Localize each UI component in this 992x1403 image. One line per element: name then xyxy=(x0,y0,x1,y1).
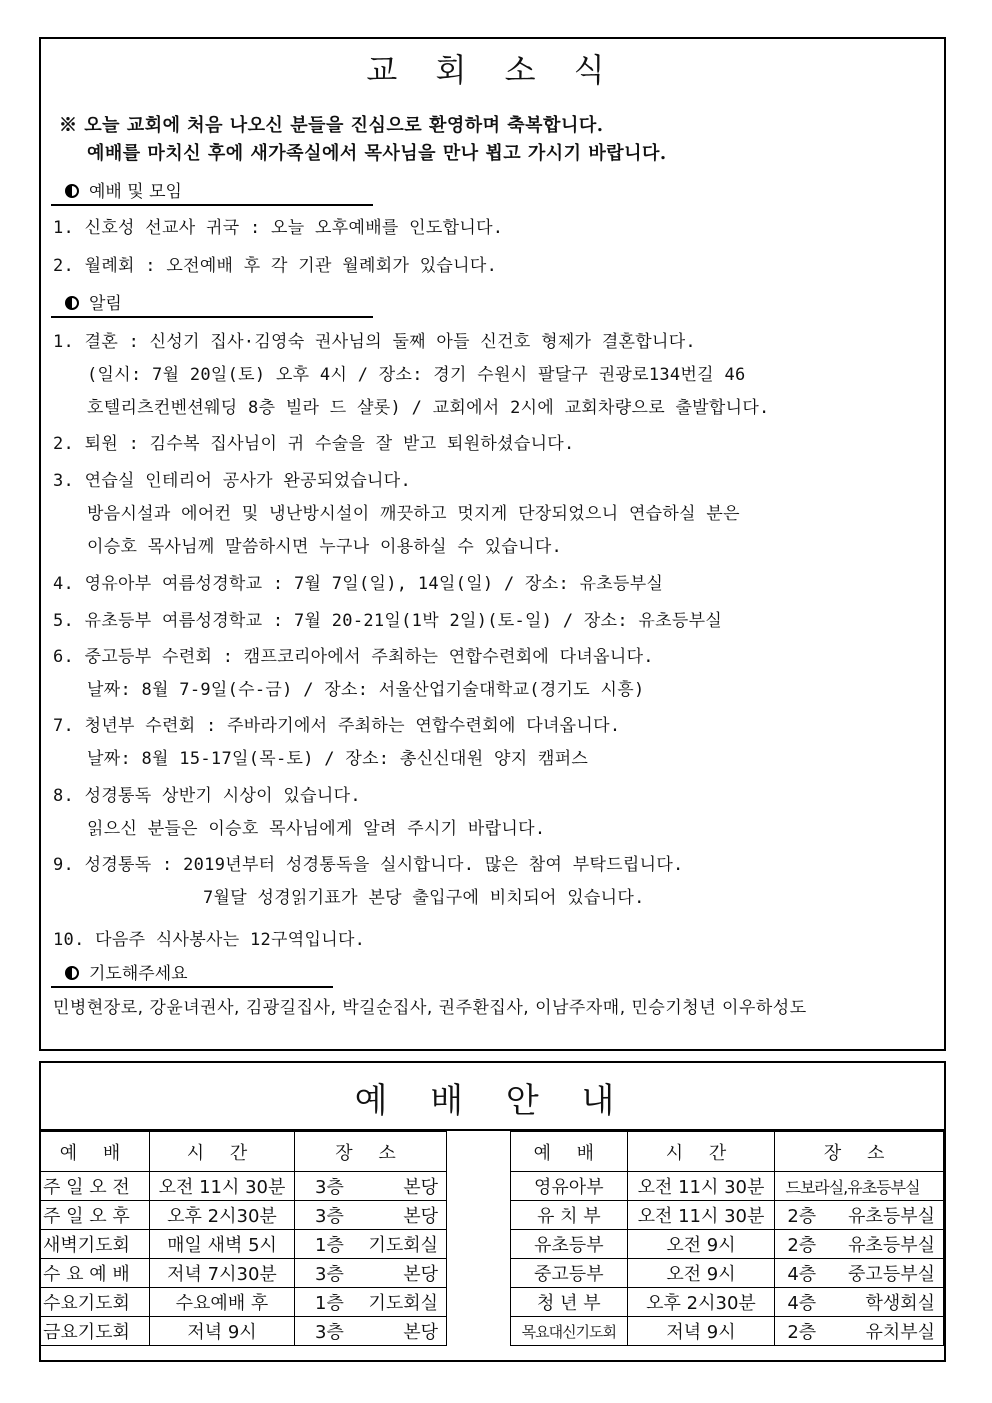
half-circle-icon xyxy=(65,966,79,980)
notice-line: 2. 퇴원 : 김수복 집사님이 귀 수술을 잘 받고 퇴원하셨습니다. xyxy=(53,434,575,454)
service-place: 드보라실,유초등부실 xyxy=(775,1172,944,1201)
service-name: 유초등부 xyxy=(511,1230,628,1259)
table-row xyxy=(511,1172,944,1201)
service-name: 수 요 예 배 xyxy=(41,1259,150,1288)
service-time: 수요예배 후 xyxy=(150,1288,295,1317)
notice-line: (일시: 7월 20일(토) 오후 4시 / 장소: 경기 수원시 팔달구 권광로134번길 46 xyxy=(87,365,746,385)
service-time: 오전 11시 30분 xyxy=(627,1172,775,1201)
header-place: 장 소 xyxy=(775,1132,944,1172)
service-time: 저녁 9시 xyxy=(150,1317,295,1346)
prayer-list: 민병현장로, 강윤녀권사, 김광길집사, 박길순집사, 권주환집사, 이남주자매, 민승기청년 이우하성도 xyxy=(53,998,807,1018)
table-row xyxy=(511,1259,944,1288)
service-place: 4층 학생회실 xyxy=(775,1288,944,1317)
service-name: 주 일 오 후 xyxy=(41,1201,150,1230)
service-name: 금요기도회 xyxy=(41,1317,150,1346)
service-place: 4층 중고등부실 xyxy=(775,1259,944,1288)
table-row xyxy=(41,1288,447,1317)
table-row xyxy=(41,1259,447,1288)
service-time: 저녁 7시30분 xyxy=(150,1259,295,1288)
welcome-line-2: 예배를 마치신 후에 새가족실에서 목사님을 만나 뵙고 가시기 바랍니다. xyxy=(87,143,667,164)
notice-line: 10. 다음주 식사봉사는 12구역입니다. xyxy=(53,930,366,950)
service-name: 영유아부 xyxy=(511,1172,628,1201)
section-prayer-heading: 기도해주세요 xyxy=(51,959,333,988)
table-row xyxy=(511,1288,944,1317)
schedule-title: 예 배 안 내 xyxy=(354,1081,631,1121)
service-name: 중고등부 xyxy=(511,1259,628,1288)
service-name: 새벽기도회 xyxy=(41,1230,150,1259)
notice-line: 방음시설과 에어컨 및 냉난방시설이 깨끗하고 멋지게 단장되었으니 연습하실 분은 xyxy=(87,504,740,524)
service-place: 3층 본당 xyxy=(295,1259,447,1288)
table-row xyxy=(41,1230,447,1259)
table-row xyxy=(41,1172,447,1201)
service-time: 오전 9시 xyxy=(627,1230,775,1259)
section-worship-heading: 예배 및 모임 xyxy=(51,177,373,206)
table-row xyxy=(41,1317,447,1346)
service-time: 매일 새벽 5시 xyxy=(150,1230,295,1259)
notice-line: 6. 중고등부 수련회 : 캠프코리아에서 주최하는 연합수련회에 다녀옵니다. xyxy=(53,647,654,667)
service-place: 2층 유초등부실 xyxy=(775,1201,944,1230)
service-place: 3층 본당 xyxy=(295,1317,447,1346)
header-service: 예 배 xyxy=(41,1132,150,1172)
notice-line: 읽으신 분들은 이승호 목사님에게 알려 주시기 바랍니다. xyxy=(87,819,546,839)
welcome-line-1: ※ 오늘 교회에 처음 나오신 분들을 진심으로 환영하며 축복합니다. xyxy=(59,115,604,136)
service-time: 오후 2시30분 xyxy=(627,1288,775,1317)
service-place: 3층 본당 xyxy=(295,1201,447,1230)
half-circle-icon xyxy=(65,184,79,198)
notice-line: 7. 청년부 수련회 : 주바라기에서 주최하는 연합수련회에 다녀옵니다. xyxy=(53,716,621,736)
table-row xyxy=(511,1317,944,1346)
table-row xyxy=(41,1201,447,1230)
notice-line: 8. 성경통독 상반기 시상이 있습니다. xyxy=(53,786,361,806)
worship-line-1: 1. 신호성 선교사 귀국 : 오늘 오후예배를 인도합니다. xyxy=(53,218,504,238)
notice-line: 9. 성경통독 : 2019년부터 성경통독을 실시합니다. 많은 참여 부탁드립니다. xyxy=(53,855,684,875)
header-time: 시 간 xyxy=(627,1132,775,1172)
service-time: 오전 9시 xyxy=(627,1259,775,1288)
section-notice-heading: 알림 xyxy=(51,289,373,318)
news-title: 교 회 소 식 xyxy=(366,51,619,89)
service-time: 저녁 9시 xyxy=(627,1317,775,1346)
header-service: 예 배 xyxy=(511,1132,628,1172)
schedule-table-left xyxy=(40,1131,447,1346)
service-name: 목요대신기도회 xyxy=(511,1317,628,1346)
service-place: 1층 기도회실 xyxy=(295,1288,447,1317)
worship-schedule-box xyxy=(39,1061,946,1362)
notice-line: 7월달 성경읽기표가 본당 출입구에 비치되어 있습니다. xyxy=(203,888,645,908)
table-header-row xyxy=(511,1132,944,1172)
church-news-box xyxy=(39,37,946,1051)
notice-line: 날짜: 8월 15-17일(목-토) / 장소: 총신신대원 양지 캠퍼스 xyxy=(87,749,589,769)
schedule-table-right xyxy=(510,1131,944,1346)
header-time: 시 간 xyxy=(150,1132,295,1172)
service-time: 오전 11시 30분 xyxy=(627,1201,775,1230)
service-place: 2층 유치부실 xyxy=(775,1317,944,1346)
notice-line: 5. 유초등부 여름성경학교 : 7월 20-21일(1박 2일)(토-일) / 장소: 유초등부실 xyxy=(53,611,723,631)
service-name: 주 일 오 전 xyxy=(41,1172,150,1201)
service-time: 오전 11시 30분 xyxy=(150,1172,295,1201)
notice-line: 3. 연습실 인테리어 공사가 완공되었습니다. xyxy=(53,471,412,491)
service-name: 수요기도회 xyxy=(41,1288,150,1317)
notice-line: 이승호 목사님께 말씀하시면 누구나 이용하실 수 있습니다. xyxy=(87,537,563,557)
table-row xyxy=(511,1230,944,1259)
worship-line-2: 2. 월례회 : 오전예배 후 각 기관 월례회가 있습니다. xyxy=(53,256,498,276)
service-time: 오후 2시30분 xyxy=(150,1201,295,1230)
service-place: 3층 본당 xyxy=(295,1172,447,1201)
notice-line: 1. 결혼 : 신성기 집사·김영숙 권사님의 둘째 아들 신건호 형제가 결혼합니다. xyxy=(53,332,696,352)
header-place: 장 소 xyxy=(295,1132,447,1172)
service-place: 2층 유초등부실 xyxy=(775,1230,944,1259)
half-circle-icon xyxy=(65,296,79,310)
service-place: 1층 기도회실 xyxy=(295,1230,447,1259)
table-row xyxy=(511,1201,944,1230)
notice-line: 호텔리츠컨벤션웨딩 8층 빌라 드 샬롯) / 교회에서 2시에 교회차량으로 출발합니다. xyxy=(87,398,770,418)
service-name: 청 년 부 xyxy=(511,1288,628,1317)
service-name: 유 치 부 xyxy=(511,1201,628,1230)
table-header-row xyxy=(41,1132,447,1172)
notice-line: 날짜: 8월 7-9일(수-금) / 장소: 서울산업기술대학교(경기도 시흥) xyxy=(87,680,645,700)
notice-line: 4. 영유아부 여름성경학교 : 7월 7일(일), 14일(일) / 장소: 유초등부실 xyxy=(53,574,664,594)
